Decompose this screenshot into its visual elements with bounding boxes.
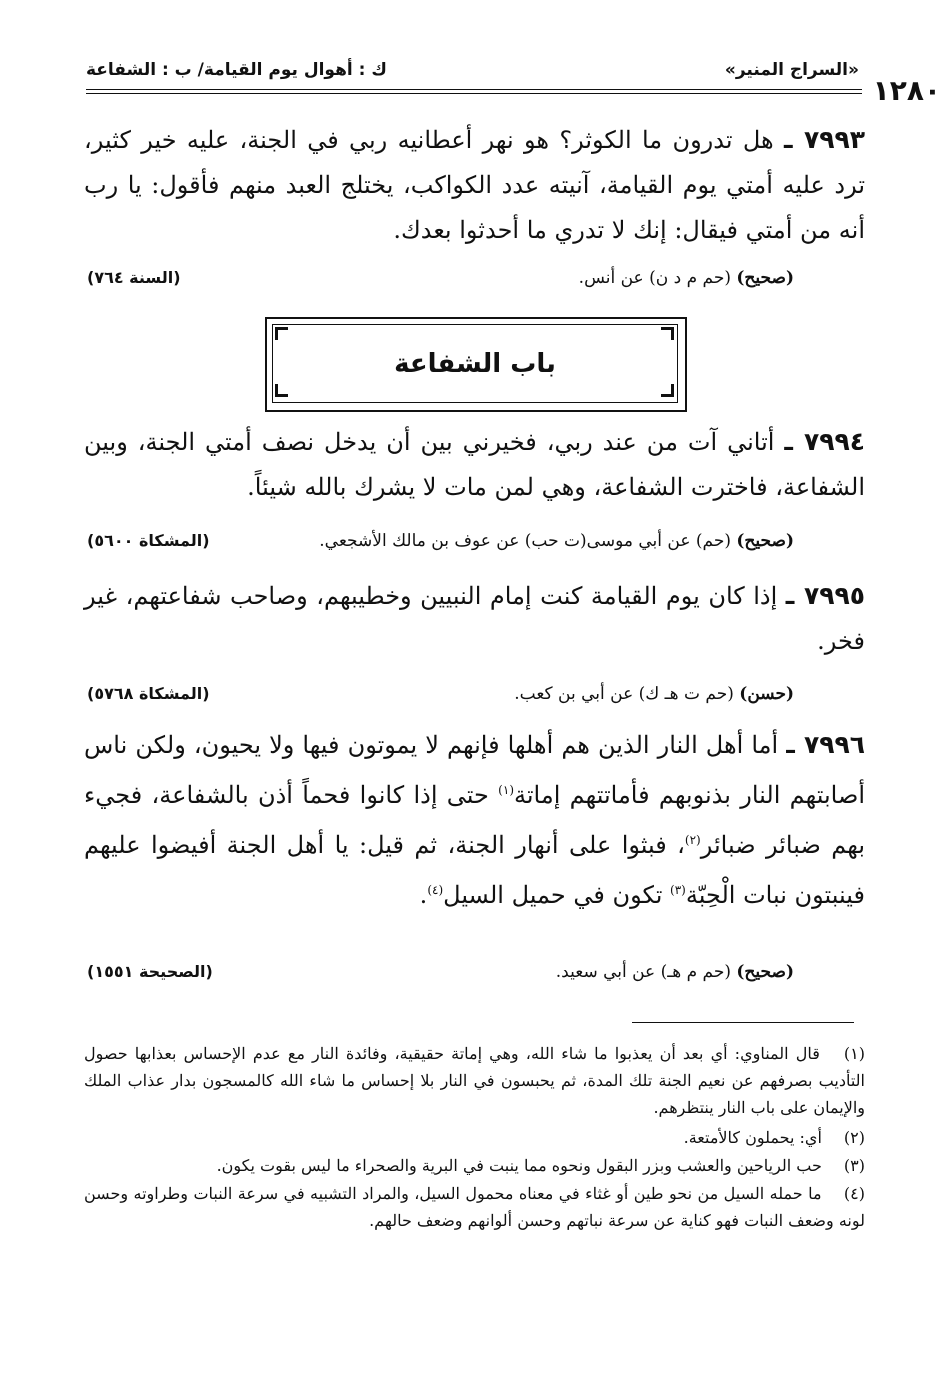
hadith-text: حتى إذا كانوا فحماً أذن بالشفاعة، فجيء بهم ضبائر ضبائر: [84, 781, 865, 859]
hadith-number: ٧٩٩٤ ـ: [784, 427, 865, 456]
footnote-rule: [632, 1022, 854, 1023]
hadith-source: [579, 268, 794, 288]
box-corner-ornament: [661, 384, 674, 397]
hadith-7993: [84, 117, 865, 253]
footnote-text: أي: يحملون كالأمتعة.: [683, 1128, 822, 1147]
footnote-text: قال المناوي: أي بعد أن يعذبوا ما شاء الله، وهي إماتة حقيقية، وفائدة النار مع عدم الإحساس بعذابها حصول التأديب بصرفهم عن نعيم الجنة تلك المدة، ثم يحبسون في النار بلا إحساس ما شاء الله كالمسجون بدار عذاب الملك والإيمان على باب النار ينتظرهم.: [84, 1044, 865, 1117]
page-number: ١٢٨٠: [872, 74, 941, 107]
hadith-reference: (المشكاة ٥٧٦٨): [87, 684, 210, 703]
hadith-narrators: (حم م هـ) عن أبي سعيد.: [555, 962, 731, 982]
hadith-reference: (الصحيحة ١٥٥١): [87, 962, 213, 981]
hadith-source: [556, 962, 794, 982]
footnote-3: [84, 1152, 865, 1179]
header-rule-double: [86, 93, 862, 94]
box-corner-ornament: [275, 384, 288, 397]
hadith-number: ٧٩٩٥ ـ: [785, 581, 865, 610]
footnote-marker[interactable]: (١): [498, 783, 514, 797]
hadith-7996: [84, 722, 865, 918]
chapter-box: [272, 324, 678, 403]
footnote-marker[interactable]: (٢): [684, 833, 701, 847]
hadith-source: [514, 684, 794, 704]
hadith-text: إذا كان يوم القيامة كنت إمام النبيين وخطيبهم، وصاحب شفاعتهم، غير فخر.: [84, 582, 865, 655]
hadith-reference: (المشكاة ٥٦٠٠): [87, 531, 210, 550]
hadith-text: .: [419, 881, 428, 909]
box-corner-ornament: [661, 327, 674, 340]
hadith-source: [319, 531, 794, 551]
hadith-grade: (صحيح): [736, 268, 794, 288]
hadith-number: ٧٩٩٣ ـ: [784, 125, 865, 154]
hadith-text: هل تدرون ما الكوثر؟ هو نهر أعطانيه ربي في الجنة، عليه خير كثير، ترد عليه أمتي يوم القيامة، آنيته عدد الكواكب، يختلج العبد منهم فأقول: يا رب أنه من أمتي فيقال: إنك لا تدري ما أحدثوا بعدك.: [84, 126, 866, 244]
chapter-title: باب الشفاعة: [394, 348, 556, 379]
footnote-2: [84, 1124, 865, 1151]
header-rule: [86, 89, 862, 90]
chapter-heading: ك : أهوال يوم القيامة/ ب : الشفاعة: [86, 60, 387, 80]
hadith-reference: (السنة ٧٦٤): [87, 268, 181, 287]
footnote-marker[interactable]: (٤): [427, 883, 444, 897]
hadith-7994: [84, 419, 865, 510]
hadith-text: أما أهل النار الذين هم أهلها فإنهم لا يموتون فيها ولا يحيون، ولكن ناس أصابتهم النار بذنوبهم فأماتتهم إماتة: [84, 731, 865, 809]
footnote-marker[interactable]: (٣): [670, 883, 686, 897]
hadith-text: ، فبثوا على أنهار الجنة، ثم قيل: يا أهل الجنة أفيضوا عليهم فينبتون نبات الْحِبّة: [84, 831, 865, 909]
footnote-1: [84, 1040, 865, 1121]
footnote-number: (٢): [843, 1128, 865, 1147]
hadith-grade: (صحيح): [736, 962, 794, 982]
hadith-7995: [84, 573, 865, 664]
footnote-number: (١): [843, 1044, 865, 1063]
box-corner-ornament: [275, 327, 288, 340]
hadith-narrators: (حم ت هـ ك) عن أبي بن كعب.: [514, 684, 734, 704]
hadith-narrators: (حم م د ن) عن أنس.: [578, 268, 731, 288]
footnote-text: حب الرياحين والعشب وبزر البقول ونحوه مما ينبت في البرية والصحراء ما ليس بقوت يكون.: [216, 1156, 822, 1175]
footnote-number: (٣): [843, 1156, 865, 1175]
hadith-text: أتاني آت من عند ربي، فخيرني بين أن يدخل نصف أمتي الجنة، وبين الشفاعة، فاخترت الشفاعة، وهي لمن مات لا يشرك بالله شيئاً.: [84, 428, 865, 501]
hadith-number: ٧٩٩٦ ـ: [786, 730, 866, 759]
footnote-number: (٤): [843, 1184, 866, 1203]
hadith-grade: (حسن): [739, 684, 794, 704]
hadith-text: تكون في حميل السيل: [443, 881, 671, 909]
hadith-narrators: (حم) عن أبي موسى(ت حب) عن عوف بن مالك الأشجعي.: [319, 531, 731, 551]
hadith-grade: (صحيح): [736, 531, 794, 551]
book-title: «السراج المنير»: [724, 60, 859, 80]
footnote-text: ما حمله السيل من نحو طين أو غثاء في معناه محمول السيل، والمراد التشبيه في سرعة النبات وطراوته وحسن لونه وضعف النبات فهو كناية عن سرعة نباتهم وحسن ألوانهم وضعف حالهم.: [84, 1184, 865, 1230]
footnote-4: [84, 1180, 865, 1234]
